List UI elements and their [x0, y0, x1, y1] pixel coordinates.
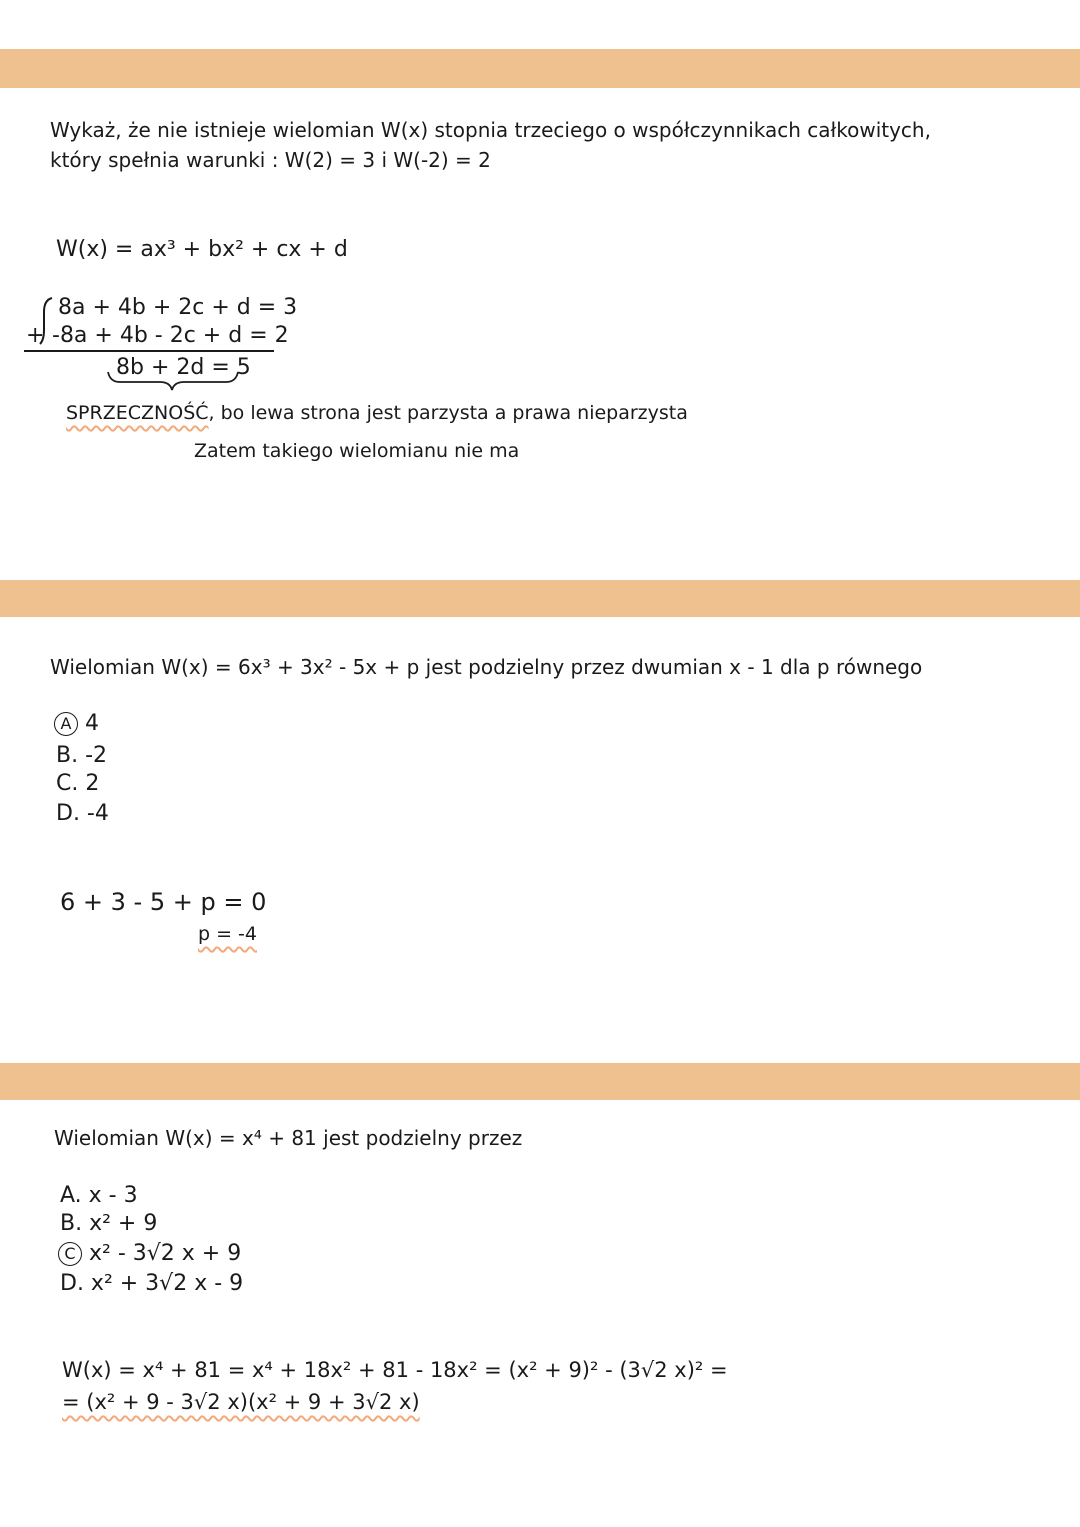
contradiction-label	[66, 401, 688, 425]
problem-3-option-b: B. x² + 9	[60, 1211, 158, 1236]
problem-3-factored-result: = (x² + 9 - 3√2 x)(x² + 9 + 3√2 x)	[62, 1390, 420, 1414]
problem-2-option-a	[54, 712, 99, 736]
sum-equation: 8b + 2d = 5	[116, 355, 251, 380]
problem-2-option-d: D. -4	[56, 801, 109, 826]
problem-2-calculation: 6 + 3 - 5 + p = 0	[60, 888, 267, 916]
option-a-value: 4	[85, 711, 99, 736]
problem-3-text: Wielomian W(x) = x⁴ + 81 jest podzielny przez	[54, 1126, 523, 1150]
option-c-circle: C	[58, 1242, 82, 1266]
problem-3-option-c	[58, 1242, 241, 1266]
plus-sign: +	[26, 323, 45, 348]
problem-3-calc-line-1: W(x) = x⁴ + 81 = x⁴ + 18x² + 81 - 18x² = (x² + 9)² - (3√2 x)² =	[62, 1358, 728, 1382]
problem-2-result-value: p = -4	[198, 923, 258, 945]
problem-3-option-a: A. x - 3	[60, 1183, 138, 1208]
option-a-circle: A	[54, 712, 78, 736]
general-polynomial-form: W(x) = ax³ + bx² + cx + d	[56, 237, 348, 262]
problem-2-option-c: C. 2	[56, 771, 100, 796]
equation-2: -8a + 4b - 2c + d = 2	[52, 323, 289, 348]
contradiction-reason: , bo lewa strona jest parzysta a prawa nieparzysta	[208, 402, 688, 424]
conclusion-text: Zatem takiego wielomianu nie ma	[194, 440, 520, 462]
option-c-value: x² - 3√2 x + 9	[89, 1241, 242, 1266]
problem-3-option-d: D. x² + 3√2 x - 9	[60, 1271, 244, 1296]
problem-1-line-2: który spełnia warunki : W(2) = 3 i W(-2) = 2	[50, 148, 491, 172]
problem-3-calc-line-2	[62, 1390, 420, 1414]
sum-rule-line	[24, 350, 274, 352]
equation-1: 8a + 4b + 2c + d = 3	[58, 295, 298, 320]
problem-2-result	[198, 922, 257, 946]
problem-1-line-1: Wykaż, że nie istnieje wielomian W(x) stopnia trzeciego o współczynnikach całkowitych,	[50, 118, 931, 142]
problem-2-text: Wielomian W(x) = 6x³ + 3x² - 5x + p jest podzielny przez dwumian x - 1 dla p równego	[50, 655, 923, 679]
problem-2-option-b: B. -2	[56, 743, 108, 768]
contradiction-word: SPRZECZNOŚĆ	[66, 402, 209, 424]
